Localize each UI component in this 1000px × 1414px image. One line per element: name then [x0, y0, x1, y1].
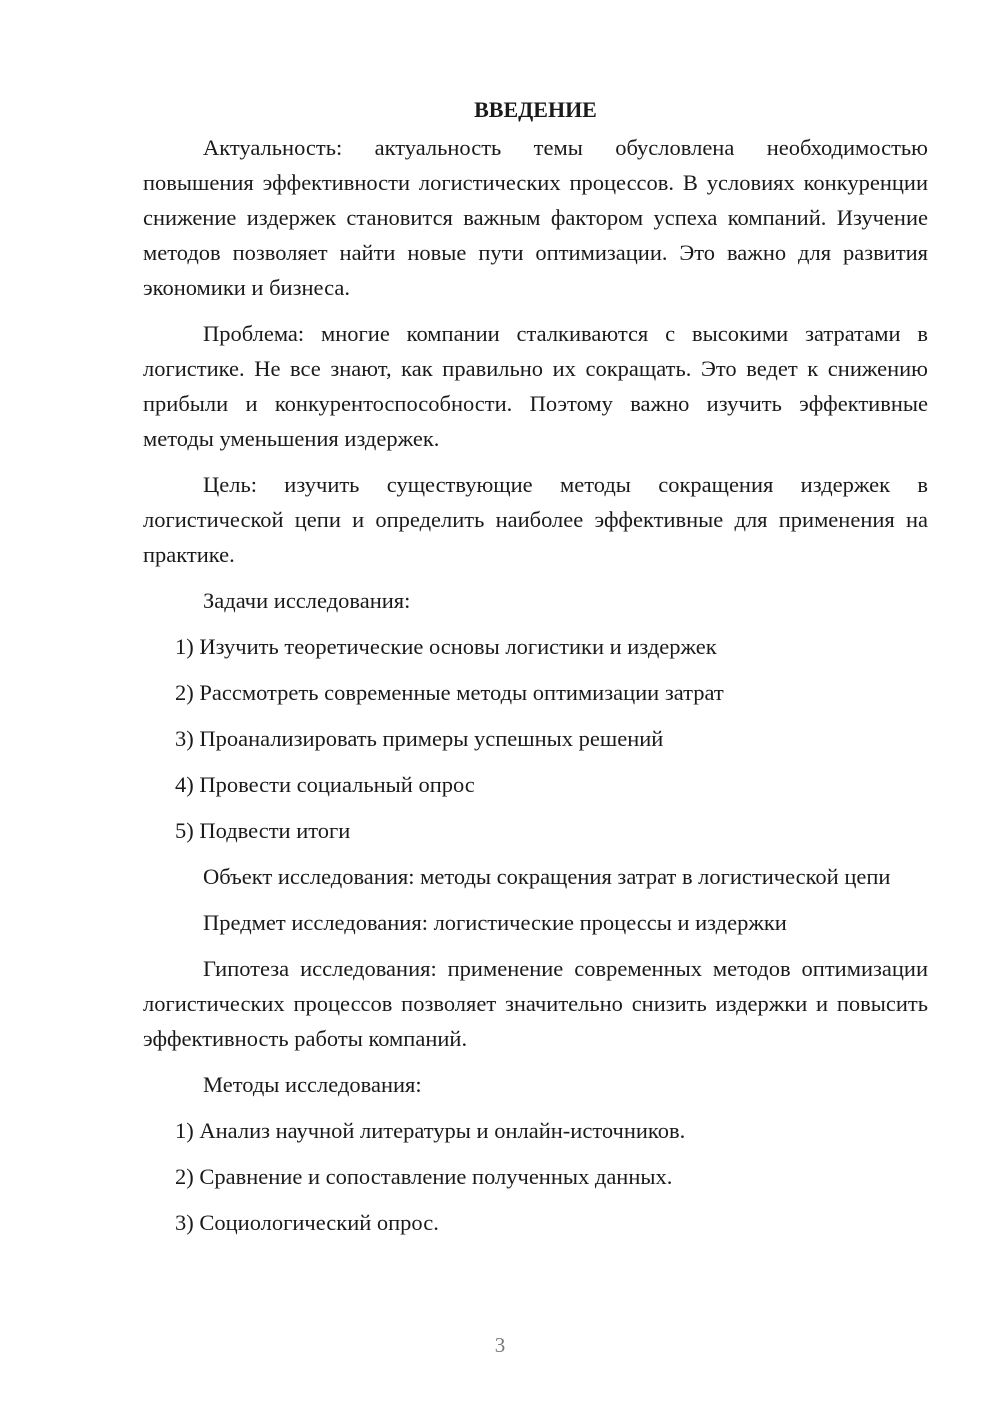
goal-paragraph: Цель: изучить существующие методы сокращения издержек в логистической цепи и определить наиболее эффективные для применения на практике. — [143, 472, 928, 567]
method-item: 3) Социологический опрос. — [175, 1210, 439, 1235]
method-item: 2) Сравнение и сопоставление полученных данных. — [175, 1164, 673, 1189]
page-number: 3 — [494, 1333, 506, 1357]
task-item: 1) Изучить теоретические основы логистики и издержек — [175, 634, 717, 659]
method-item: 1) Анализ научной литературы и онлайн-источников. — [175, 1118, 686, 1143]
page-title: ВВЕДЕНИЕ — [474, 97, 597, 122]
tasks-heading: Задачи исследования: — [203, 588, 411, 613]
task-item: 5) Подвести итоги — [175, 818, 351, 843]
task-item: 3) Проанализировать примеры успешных решений — [175, 726, 664, 751]
task-item: 4) Провести социальный опрос — [175, 772, 475, 797]
methods-heading: Методы исследования: — [203, 1072, 422, 1097]
document-page — [143, 92, 928, 1251]
problem-paragraph: Проблема: многие компании сталкиваются с высокими затратами в логистике. Не все знают, как правильно их сокращать. Это ведет к снижению прибыли и конкурентоспособности. Поэтому важно изучить эффективные методы уменьшения издержек. — [143, 321, 928, 451]
object-paragraph: Объект исследования: методы сокращения затрат в логистической цепи — [203, 864, 891, 889]
subject-paragraph: Предмет исследования: логистические процессы и издержки — [203, 910, 787, 935]
relevance-paragraph: Актуальность: актуальность темы обусловлена необходимостью повышения эффективности логистических процессов. В условиях конкуренции снижение издержек становится важным фактором успеха компаний. Изучение методов позволяет найти новые пути оптимизации. Это важно для развития экономики и бизнеса. — [143, 135, 928, 300]
task-item: 2) Рассмотреть современные методы оптимизации затрат — [175, 680, 724, 705]
hypothesis-paragraph: Гипотеза исследования: применение современных методов оптимизации логистических процессов позволяет значительно снизить издержки и повысить эффективность работы компаний. — [143, 956, 928, 1051]
